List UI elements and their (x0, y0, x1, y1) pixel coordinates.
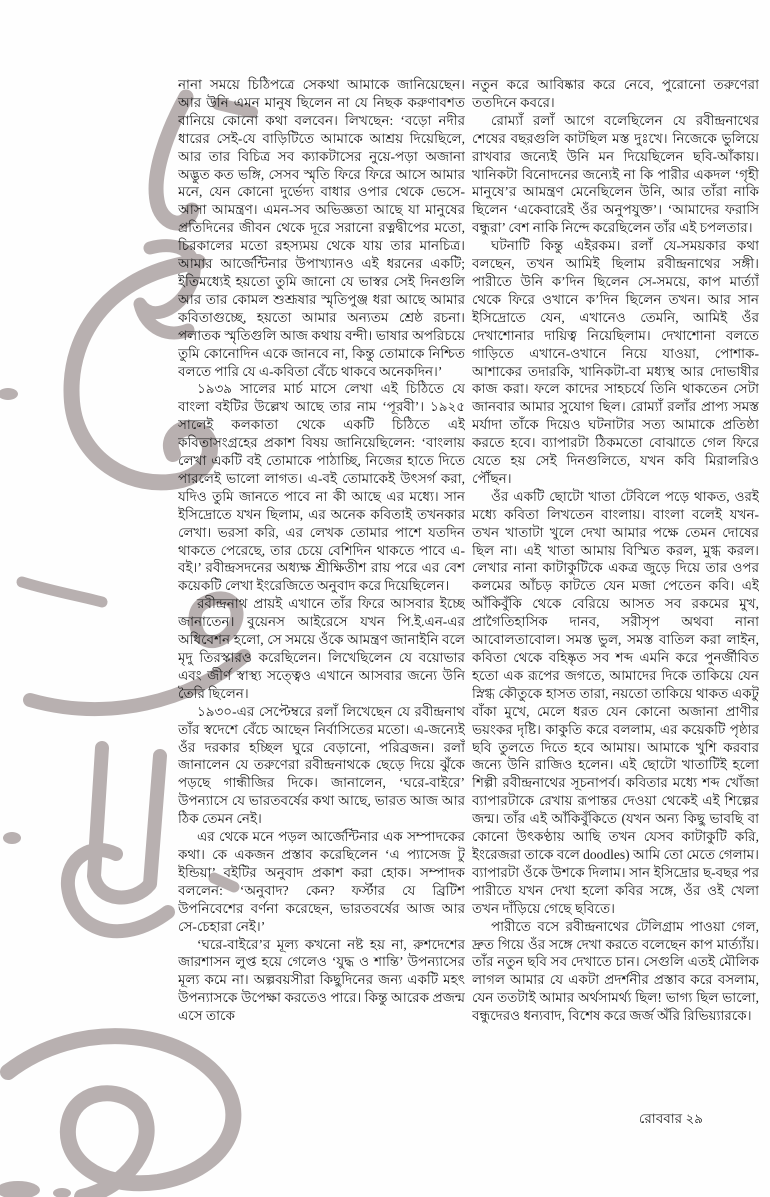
text-column-right (472, 76, 759, 1108)
paragraph: রবীন্দ্রনাথ প্রায়ই এখানে তাঁর ফিরে আসবার ইচ্ছে জানাতেন। বুয়েনস আইরেসে যখন পি.ই.এন-এর অধিবেশন হলো, সে সময়ে ওঁকে আমন্ত্রণ জানাইনি বলে মৃদু তিরস্কারও করেছিলেন। লিখেছিলেন যে বয়োভার এবং জীর্ণ স্বাস্থ্য সত্ত্বেও এখানে আসবার জন্যে উনি তৈরি ছিলেন। (178, 596, 465, 701)
paragraph: ১৯৩৯ সালের মার্চ মাসে লেখা এই চিঠিতে যে বাংলা বইটির উল্লেখ আছে তার নাম ‘পূরবী’। ১৯২৫ সালেই কলকাতা থেকে একটি চিঠিতে এই কবিতাসংগ্রহের প্রকাশ বিষয় জানিয়েছিলেন: ‘বাংলায় লেখা একটি বই তোমাকে পাঠাচ্ছি, নিজের হাতে দিতে পারলেই ভালো লাগত। এ-বই তোমাকেই উৎসর্গ করা, যদিও তুমি জানতে পাবে না কী আছে এর মধ্যে। সান ইসিদ্রোতে যখন ছিলাম, এর অনেক কবিতাই তখনকার লেখা। ভরসা করি, এর লেখক তোমার পাশে যতদিন থাকতে পেরেছে, তার চেয়ে বেশিদিন থাকতে পাবে এ-বই।’ রবীন্দ্রসদনের অধ্যক্ষ শ্রীক্ষিতীশ রায় পরে এর বেশ কয়েকটি লেখা ইংরেজিতে অনুবাদ করে দিয়েছিলেন। (178, 381, 465, 594)
paragraph: রোম্যাঁ রলাঁ আগে বলেছিলেন যে রবীন্দ্রনাথের শেষের বছরগুলি কাটছিল মস্ত দুঃখে। নিজেকে ভুলিয়ে রাখবার জন্যেই উনি মন দিয়েছিলেন ছবি-আঁকায়। খানিকটা বিনোদনের জন্যেই না কি পারীর একদল ‘গৃহী মানুষে’র আমন্ত্রণ মেনেছিলেন উনি, আর তাঁরা নাকি ছিলেন ‘একেবারেই ওঁর অনুপযুক্ত’। ‘আমাদের ফরাসি বন্ধুরা’ বেশ নাকি নিন্দে করেছিলেন তাঁর এই চপলতার। (472, 112, 759, 236)
paragraph: ঘটনাটি কিন্তু এইরকম। রলাঁ যে-সময়কার কথা বলছেন, তখন আমিই ছিলাম রবীন্দ্রনাথের সঙ্গী। পারীতে উনি ক’দিন ছিলেন সে-সময়ে, কাপ মার্ত্যাঁ থেকে ফিরে ওখানে ক’দিন ছিলেন তখন। আর সান ইসিদ্রোতে যেন, এখানেও তেমনি, আমিই ওঁর দেখাশোনার দায়িত্ব নিয়েছিলাম। দেখাশোনা বলতে গাড়িতে এখানে-ওখানে নিয়ে যাওয়া, পোশাক-আশাকের তদারকি, খানিকটা-বা মধ্যস্থ আর দোভাষীর কাজ করা। ফলে কাদের সাহচর্যে তিনি থাকতেন সেটা জানবার আমার সুযোগ ছিল। রোম্যাঁ রলাঁর প্রাপ্য সমস্ত মর্যাদা তাঁকে দিয়েও ঘটনাটার সত্য আমাকে প্রতিষ্ঠা করতে হবে। ব্যাপারটা ঠিকমতো বোঝাতে গেল ফিরে যেতে হয় সেই দিনগুলিতে, যখন কবি মিরালরিও পৌঁছন। (472, 238, 759, 486)
paragraph: ‘ঘরে-বাইরে’র মূল্য কখনো নষ্ট হয় না, রুশদেশের জারশাসন লুপ্ত হয়ে গেলেও ‘যুদ্ধ ও শান্তি’ উপন্যাসের মূল্য কমে না। অল্পবয়সীরা কিছুদিনের জন্য একটি মহৎ উপন্যাসকে উপেক্ষা করতেও পারে। কিন্তু আরেক প্রজন্ম এসে তাকে (178, 936, 465, 1024)
paragraph: পারীতে বসে রবীন্দ্রনাথের টেলিগ্রাম পাওয়া গেল, দ্রুত গিয়ে ওঁর সঙ্গে দেখা করতে বলেছেন কাপ মার্ত্যাঁয়। তাঁর নতুন ছবি সব দেখাতে চান। সেগুলি এতই মৌলিক লাগল আমার যে একটা প্রদর্শনীর প্রস্তাব করে বসলাম, যেন ততটাই আমার অর্থসামর্থ্য ছিল! ভাগ্য ছিল ভালো, বন্ধুদেরও ধন্যবাদ, বিশেষ করে জর্জ অঁরি রিভিয়্যারকে। (472, 918, 759, 1024)
paragraph: এর থেকে মনে পড়ল আর্জেন্টিনার এক সম্পাদকের কথা। কে একজন প্রস্তাব করেছিলেন ‘এ প্যাসেজ টু ইন্ডিয়া’ বইটির অনুবাদ প্রকাশ করা হোক। সম্পাদক বললেন: ‘অনুবাদ? কেন? ফর্স্টার যে ব্রিটিশ উপনিবেশের বর্ণনা করেছেন, ভারতবর্ষের আজ আর সে-চেহারা নেই।’ (178, 829, 465, 934)
paragraph: ১৯৩০-এর সেপ্টেম্বরে রলাঁ লিখেছেন যে রবীন্দ্রনাথ তাঁর স্বদেশে বেঁচে আছেন নির্বাসিতের মতো। এ-জন্যেই ওঁর দরকার হচ্ছিল ঘুরে বেড়ানো, পরিব্রজন। রলাঁ জানালেন যে তরুণেরা রবীন্দ্রনাথকে ছেড়ে দিয়ে ঝুঁকে পড়ছে গান্ধীজির দিকে। জানালেন, ‘ঘরে-বাইরে’ উপন্যাসে যে ভারতবর্ষের কথা আছে, ভারত আজ আর ঠিক তেমন নেই। (178, 703, 465, 827)
page-number: রোববার ২৯ (638, 1111, 703, 1126)
paragraph: নানা সময়ে চিঠিপত্রে সেকথা আমাকে জানিয়েছেন। আর উনি এমন মানুষ ছিলেন না যে নিছক করুণাবশত বানিয়ে কোনো কথা বলবেন। লিখছেন: ‘বড়ো নদীর ধারের সেই-যে বাড়িটিতে আমাকে আশ্রয় দিয়েছিলে, আর তার বিচিত্র সব ক্যাকটাসের নুয়ে-পড়া অজানা অদ্ভুত কত ভঙ্গি, সেসব স্মৃতি ফিরে ফিরে আসে আমার মনে, যেন কোনো দুর্ভেদ্য বাধার ওপার থেকে ভেসে-আসা আমন্ত্রণ। এমন-সব অভিজ্ঞতা আছে যা মানুষের প্রতিদিনের জীবন থেকে দূরে সরানো রত্নদ্বীপের মতো, চিরকালের মতো রহস্যময় থেকে যায় তার মানচিত্র। আমার আর্জেন্টিনার উপাখ্যানও এই ধরনের একটি; ইতিমধ্যেই হয়তো তুমি জানো যে ভাস্বর সেই দিনগুলি আর তার কোমল শুশ্রূষার স্মৃতিপুঞ্জ ধরা আছে আমার কবিতাগুচ্ছে, হয়তো আমার অন্যতম শ্রেষ্ঠ রচনা। পলাতক স্মৃতিগুলি আজ কথায় বন্দী। ভাষার অপরিচয়ে তুমি কোনোদিন একে জানবে না, কিন্তু তোমাকে নিশ্চিত বলতে পারি যে এ-কবিতা বেঁচে থাকবে অনেকদিন।’ (178, 77, 465, 379)
text-column-left (178, 76, 465, 1108)
paragraph: নতুন করে আবিষ্কার করে নেবে, পুরোনো তরুণেরা ততদিনে কবরে। (472, 77, 759, 110)
page-footer (472, 1110, 703, 1128)
paragraph: ওঁর একটি ছোটো খাতা টেবিলে পড়ে থাকত, ওরই মধ্যে কবিতা লিখতেন বাংলায়। বাংলা বলেই যখন-তখন খাতাটা খুলে দেখা আমার পক্ষে তেমন দোষের ছিল না। এই খাতা আমায় বিস্মিত করল, মুগ্ধ করল। লেখার নানা কাটাকুটিকে একত্র জুড়ে দিয়ে তার ওপর কলমের আঁচড় কাটতে যেন মজা পেতেন কবি। এই আঁকিবুঁকি থেকে বেরিয়ে আসত সব রকমের মুখ, প্রাগৈতিহাসিক দানব, সরীসৃপ অথবা নানা আবোলতাবোল। সমস্ত ভুল, সমস্ত বাতিল করা লাইন, কবিতা থেকে বহিষ্কৃত সব শব্দ এমনি করে পুনর্জীবিত হতো এক রূপের জগতে, আমাদের দিকে তাকিয়ে যেন স্নিগ্ধ কৌতুকে হাসত তারা, নয়তো তাকিয়ে থাকত একটু বাঁকা মুখে, মেলে ধরত যেন কোনো অজানা প্রাণীর ভয়ংকর দৃষ্টি। কাকুতি করে বললাম, এর কয়েকটি পৃষ্ঠার ছবি তুলতে দিতে হবে আমায়। আমাকে খুশি করবার জন্যে উনি রাজিও হলেন। এই ছোটো খাতাটিই হলো শিল্পী রবীন্দ্রনাথের সূচনাপর্ব। কবিতার মধ্যে শব্দ খোঁজা ব্যাপারটাকে রেখায় রূপান্তর দেওয়া থেকেই এই শিল্পের জন্ম। তাঁর এই আঁকিবুঁকিতে (যখন অন্য কিছু ভাবছি বা কোনো উৎকণ্ঠায় আছি তখন যেসব কাটাকুটি করি, ইংরেজরা তাকে বলে doodles) আমি তো মেতে গেলাম। ব্যাপারটা ওঁকে উশকে দিলাম। সান ইসিদ্রোর ছ-বছর পর পারীতে যখন দেখা হলো কবির সঙ্গে, ওঁর ওই খেলা তখন দাঁড়িয়ে গেছে ছবিতে। (472, 488, 759, 916)
